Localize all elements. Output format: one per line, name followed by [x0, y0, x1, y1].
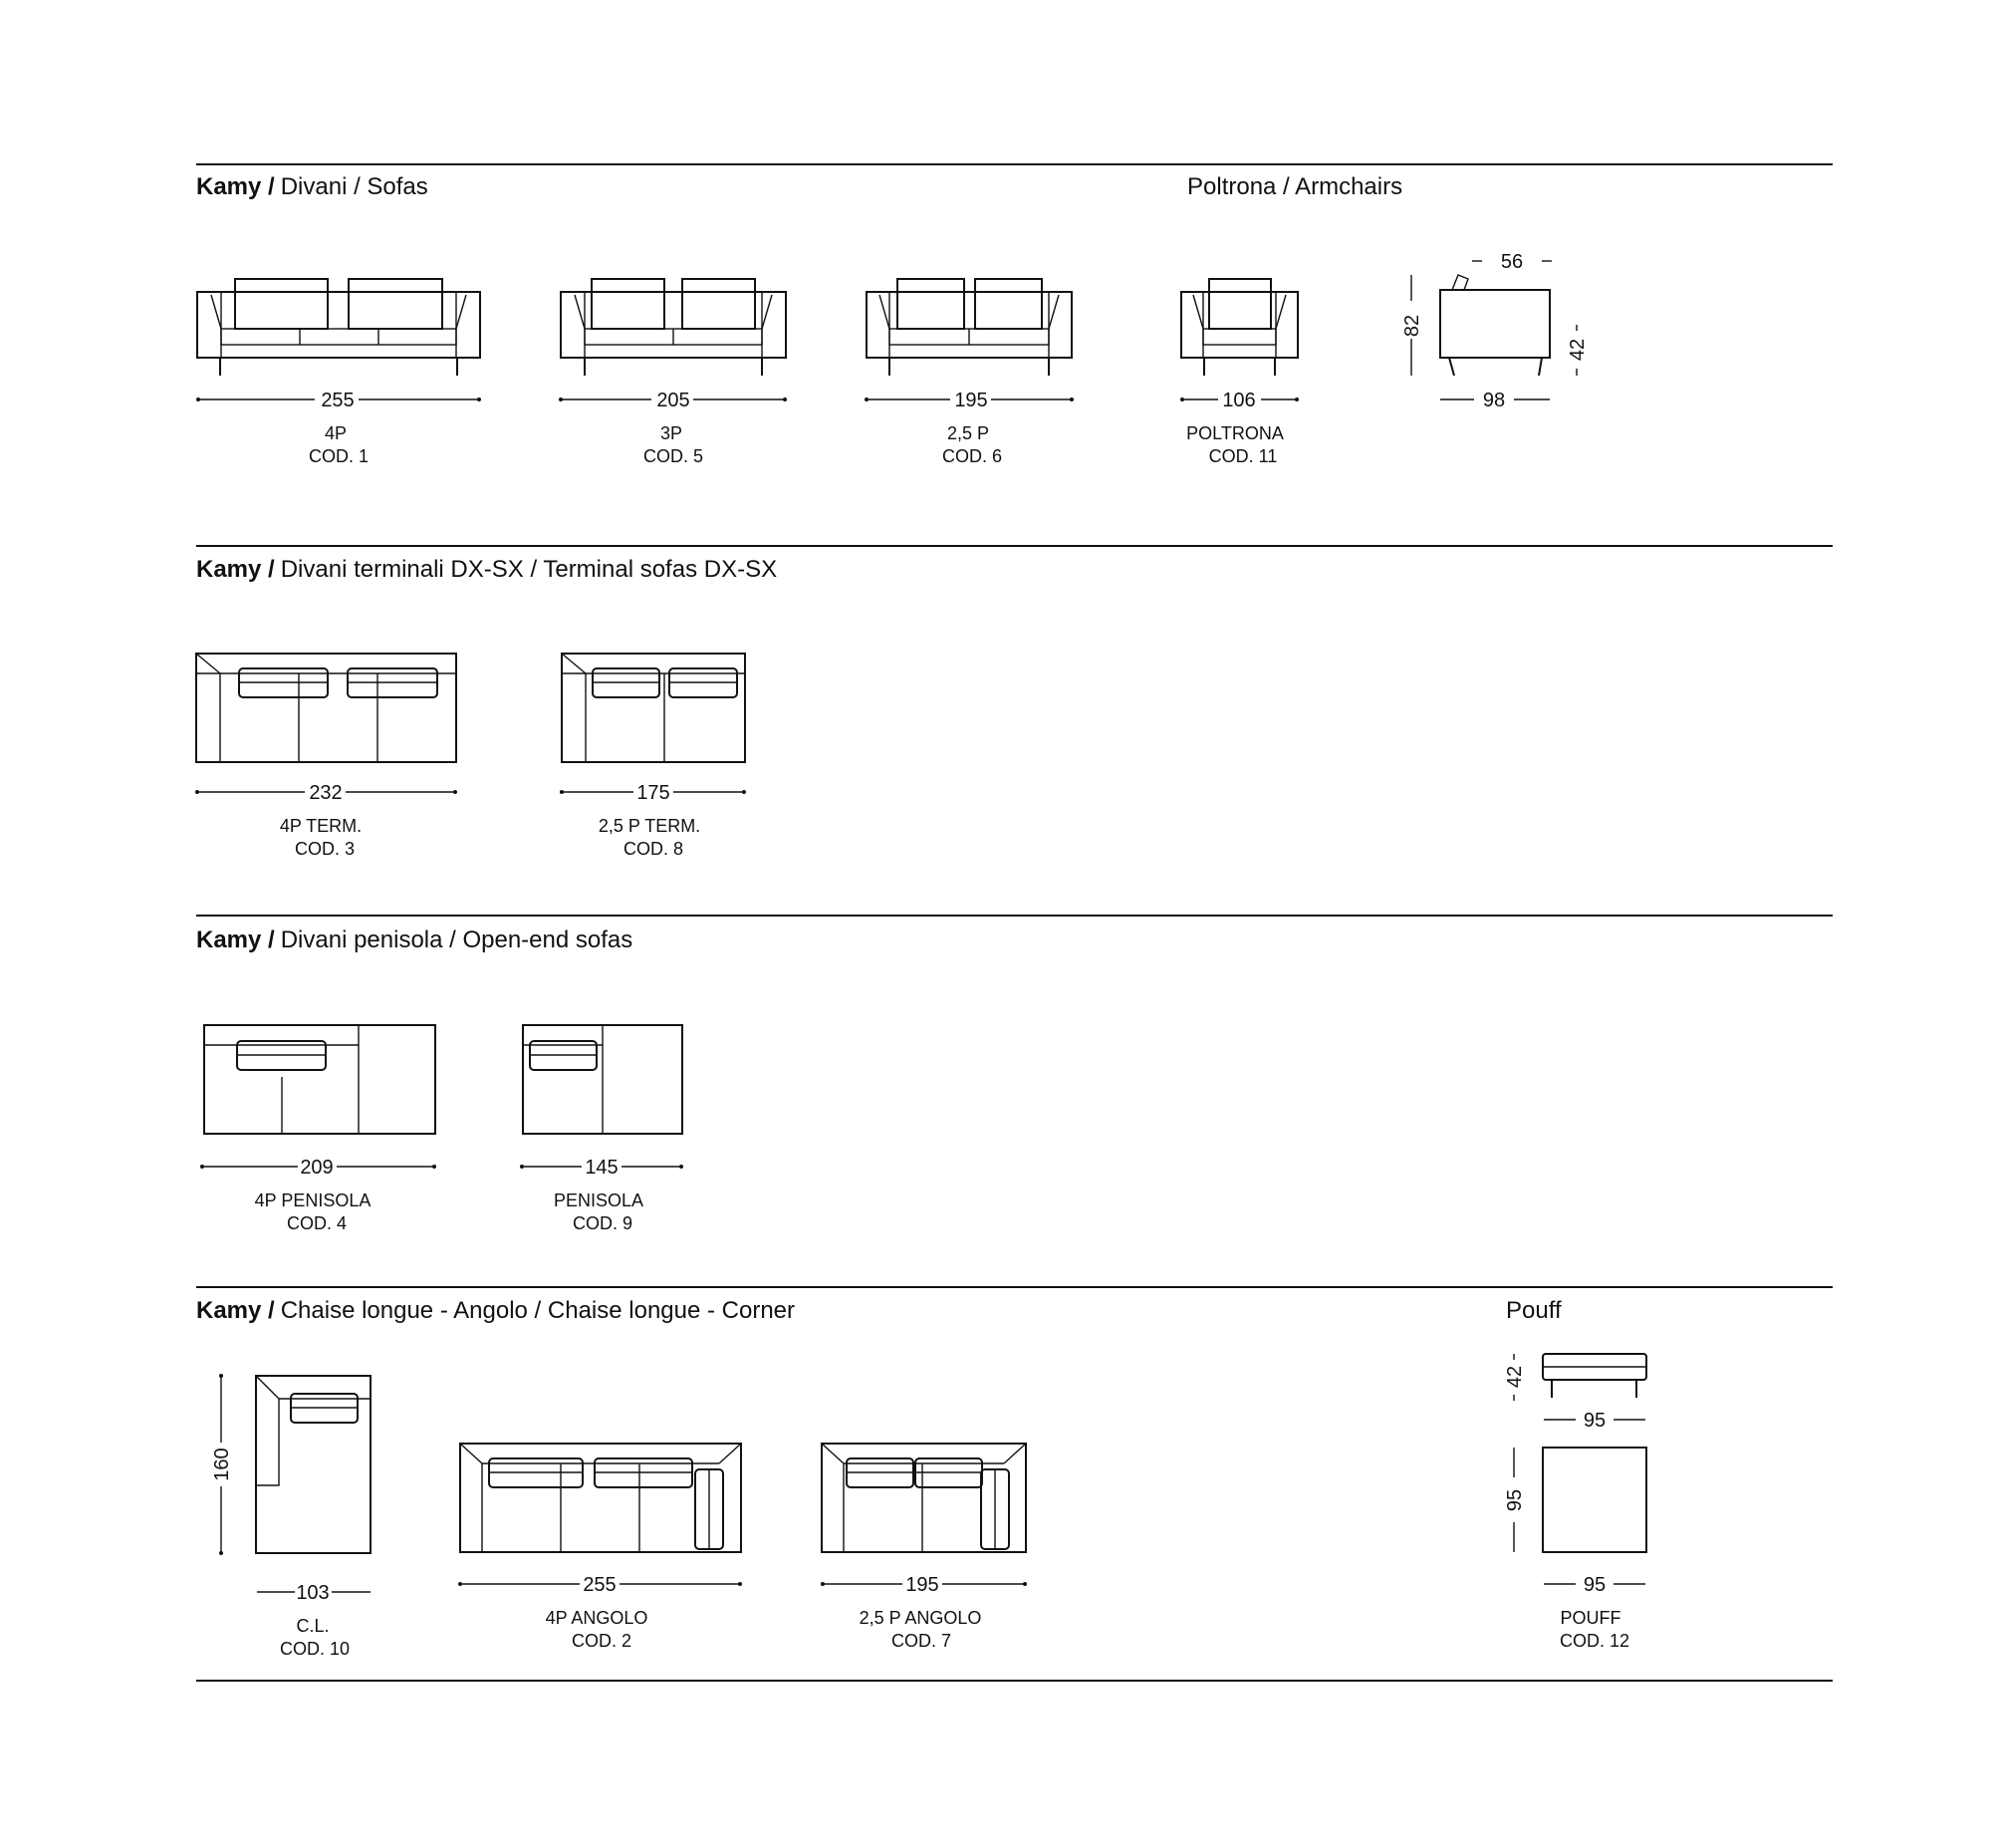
code-4p-angolo: COD. 2 [571, 1631, 632, 1651]
sofa-2-5p-front-drawing [867, 279, 1072, 376]
sofa-4p-term-top-drawing [196, 654, 456, 762]
dim-2-5p-angolo: 195 [905, 1574, 939, 1596]
section-header-armchairs: Poltrona / Armchairs [1187, 173, 1403, 200]
label-3p: 3P [659, 423, 683, 443]
section-header-chaise-corner: Kamy / Chaise longue - Angolo / Chaise longue - Corner [196, 1297, 796, 1324]
dim-4p-term: 232 [309, 782, 343, 804]
section-header-pouff: Pouff [1506, 1297, 1562, 1324]
dim-lines-armchair-side [1411, 261, 1577, 399]
dim-pouff-depth: 95 [1504, 1488, 1526, 1512]
label-4p-penisola: 4P PENISOLA [254, 1190, 372, 1210]
dim-armchair-depth: 98 [1482, 390, 1506, 411]
label-pouff: POUFF [1560, 1608, 1621, 1628]
sofa-penisola-top-drawing [523, 1025, 682, 1134]
dim-armchair-seat-depth: 56 [1500, 251, 1524, 273]
dim-4p-angolo: 255 [583, 1574, 617, 1596]
code-2-5p-angolo: COD. 7 [890, 1631, 952, 1651]
code-pouff: COD. 12 [1559, 1631, 1630, 1651]
label-poltrona: POLTRONA [1186, 423, 1284, 443]
label-4p: 4P [324, 423, 348, 443]
dim-pouff-height: 42 [1504, 1365, 1526, 1389]
pouff-top-drawing [1543, 1448, 1646, 1552]
dim-4p: 255 [321, 390, 355, 411]
code-4p: COD. 1 [308, 446, 370, 466]
armchair-side-drawing [1440, 275, 1550, 376]
dim-4p-penisola: 209 [300, 1157, 334, 1179]
chaise-longue-top-drawing [256, 1376, 371, 1553]
code-chaise: COD. 10 [279, 1639, 351, 1659]
section-header-terminal-sofas: Kamy / Divani terminali DX-SX / Terminal sofas DX-SX [196, 556, 778, 583]
label-chaise: C.L. [296, 1616, 330, 1636]
dim-penisola: 145 [585, 1157, 619, 1179]
code-penisola: COD. 9 [572, 1213, 633, 1233]
label-2-5p-term: 2,5 P TERM. [598, 816, 701, 836]
sofa-4p-penisola-top-drawing [204, 1025, 435, 1134]
sofa-4p-angolo-top-drawing [460, 1444, 741, 1552]
pouff-side-drawing [1543, 1354, 1646, 1398]
dim-armchair-height: 82 [1401, 314, 1423, 338]
label-2-5p-angolo: 2,5 P ANGOLO [859, 1608, 982, 1628]
code-4p-term: COD. 3 [294, 839, 356, 859]
sofa-2-5p-angolo-top-drawing [822, 1444, 1026, 1552]
dim-pouff-width: 95 [1583, 1574, 1607, 1596]
code-3p: COD. 5 [642, 446, 704, 466]
dim-2-5p-term: 175 [636, 782, 670, 804]
dim-pouff-side-width: 95 [1583, 1410, 1607, 1432]
sofa-3p-front-drawing [561, 279, 786, 376]
armchair-front-drawing [1181, 279, 1298, 376]
dim-armchair-seat-height: 42 [1567, 338, 1589, 362]
section-header-open-end-sofas: Kamy / Divani penisola / Open-end sofas [196, 926, 633, 953]
code-2-5p-term: COD. 8 [622, 839, 684, 859]
section-header-sofas: Kamy / Divani / Sofas [196, 173, 428, 200]
dim-chaise-length: 160 [211, 1448, 233, 1481]
label-penisola: PENISOLA [553, 1190, 644, 1210]
dim-chaise-width: 103 [296, 1582, 330, 1604]
dim-poltrona: 106 [1222, 390, 1256, 411]
label-2-5p: 2,5 P [946, 423, 990, 443]
sofa-4p-front-drawing [197, 279, 480, 376]
sofa-2-5p-term-top-drawing [562, 654, 745, 762]
label-4p-angolo: 4P ANGOLO [545, 1608, 648, 1628]
code-4p-penisola: COD. 4 [286, 1213, 348, 1233]
code-2-5p: COD. 6 [941, 446, 1003, 466]
dim-2-5p: 195 [954, 390, 988, 411]
label-4p-term: 4P TERM. [279, 816, 363, 836]
dim-3p: 205 [656, 390, 690, 411]
code-poltrona: COD. 11 [1208, 446, 1278, 466]
